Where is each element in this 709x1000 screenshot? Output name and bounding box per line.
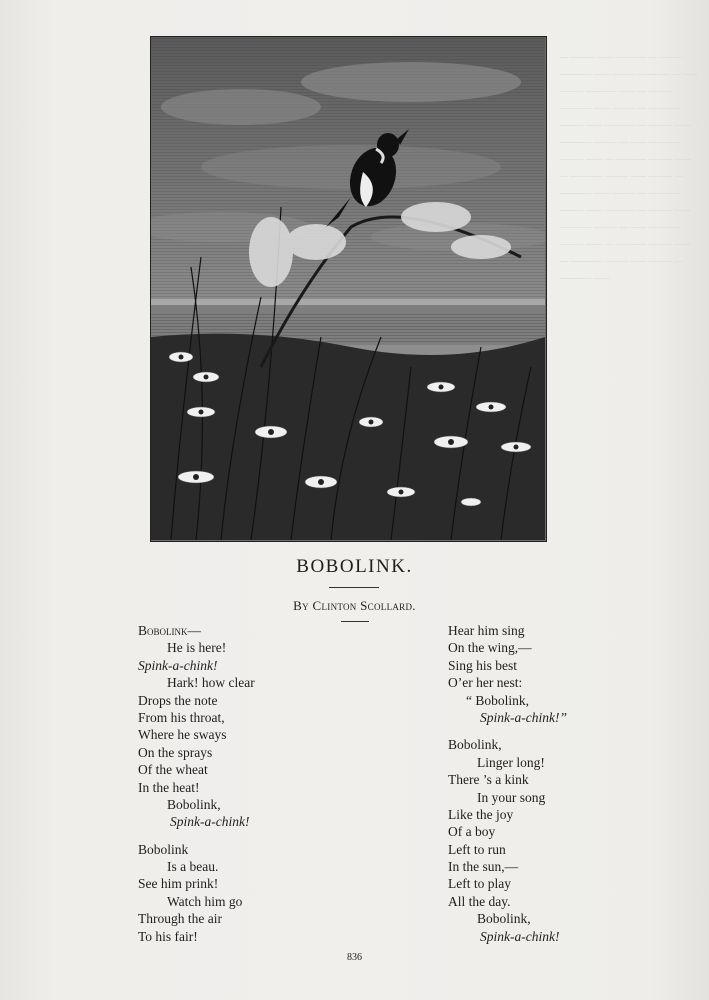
poem-line: Where he sways <box>138 727 227 743</box>
poem-line: Of a boy <box>448 824 496 840</box>
title-rule <box>329 587 379 588</box>
bobolink-illustration <box>150 36 547 542</box>
poem-line: Bobolink— <box>138 623 201 638</box>
poem-line: Through the air <box>138 911 222 927</box>
poem-line: Bobolink, <box>167 796 221 812</box>
poem-line: Drops the note <box>138 692 218 708</box>
byline-rule <box>341 621 369 622</box>
poem-line: Like the joy <box>448 806 514 822</box>
poem-line: “ Bobolink, <box>466 692 529 708</box>
poem-line: From his throat, <box>138 709 225 725</box>
poem-line: Bobolink, <box>448 737 502 753</box>
poem-line: Bobolink, <box>477 911 531 927</box>
poem-line: Bobolink <box>138 841 189 857</box>
poem-line: Linger long! <box>477 754 545 770</box>
author-name: Clinton Scollard. <box>312 598 416 613</box>
poem-line: Hear him sing <box>448 623 525 638</box>
poem-line: To his fair! <box>138 928 198 944</box>
poem-line: Spink-a-chink! <box>138 657 218 673</box>
poem-left-column <box>138 622 318 945</box>
poem-line: Hark! how clear <box>167 675 255 691</box>
poem-line: He is here! <box>167 640 227 656</box>
poem-line: O’er her nest: <box>448 675 523 691</box>
poem-line: Left to run <box>448 841 506 857</box>
page-number: 836 <box>347 952 362 963</box>
poem-line: There ’s a kink <box>448 772 529 788</box>
poem-line: Of the wheat <box>138 762 208 778</box>
poem-line: On the sprays <box>138 744 213 760</box>
stanza-gap <box>138 831 318 841</box>
poem-line: Spink-a-chink!” <box>480 709 567 725</box>
poem-line: Left to play <box>448 876 511 892</box>
poem-line: Is a beau. <box>167 859 219 875</box>
poem-line: In your song <box>477 789 546 805</box>
poem-line: Sing his best <box>448 657 518 673</box>
poem-line: See him prink! <box>138 876 219 892</box>
byline-prefix: By <box>293 598 309 613</box>
poem-line: All the day. <box>448 893 511 909</box>
poem-line: Spink-a-chink! <box>170 814 250 830</box>
poem-line: Spink-a-chink! <box>480 928 560 944</box>
byline <box>0 598 709 614</box>
stanza-gap <box>448 726 638 736</box>
poem-line: In the heat! <box>138 779 200 795</box>
poem-line: In the sun,— <box>448 859 519 875</box>
poem-title: BOBOLINK. <box>296 556 413 577</box>
poem-line: On the wing,— <box>448 640 532 656</box>
show-through-texture: ─ ─── ── ──── ─ ─── ──── ── ─── ──── ─ ── ─── ──── ── ─ ─── ──── ── ─── ─ ──── ─── ── ──── ─ ─── ── ──── ─── ─ ── ──── ─── ── ─ ──── ─── ── ─ ──── ─── ── ─── ─ ──── ── ─── ─ ──── ─── ── ──── ─ ─── ── ──── ─── ─ ── ──── ─── ── ─ ──── ─── ── ─ ──── ─── ── ─── ─ ──── ── <box>560 52 699 285</box>
poem-line: Watch him go <box>167 893 243 909</box>
poem-right-column <box>448 622 638 945</box>
